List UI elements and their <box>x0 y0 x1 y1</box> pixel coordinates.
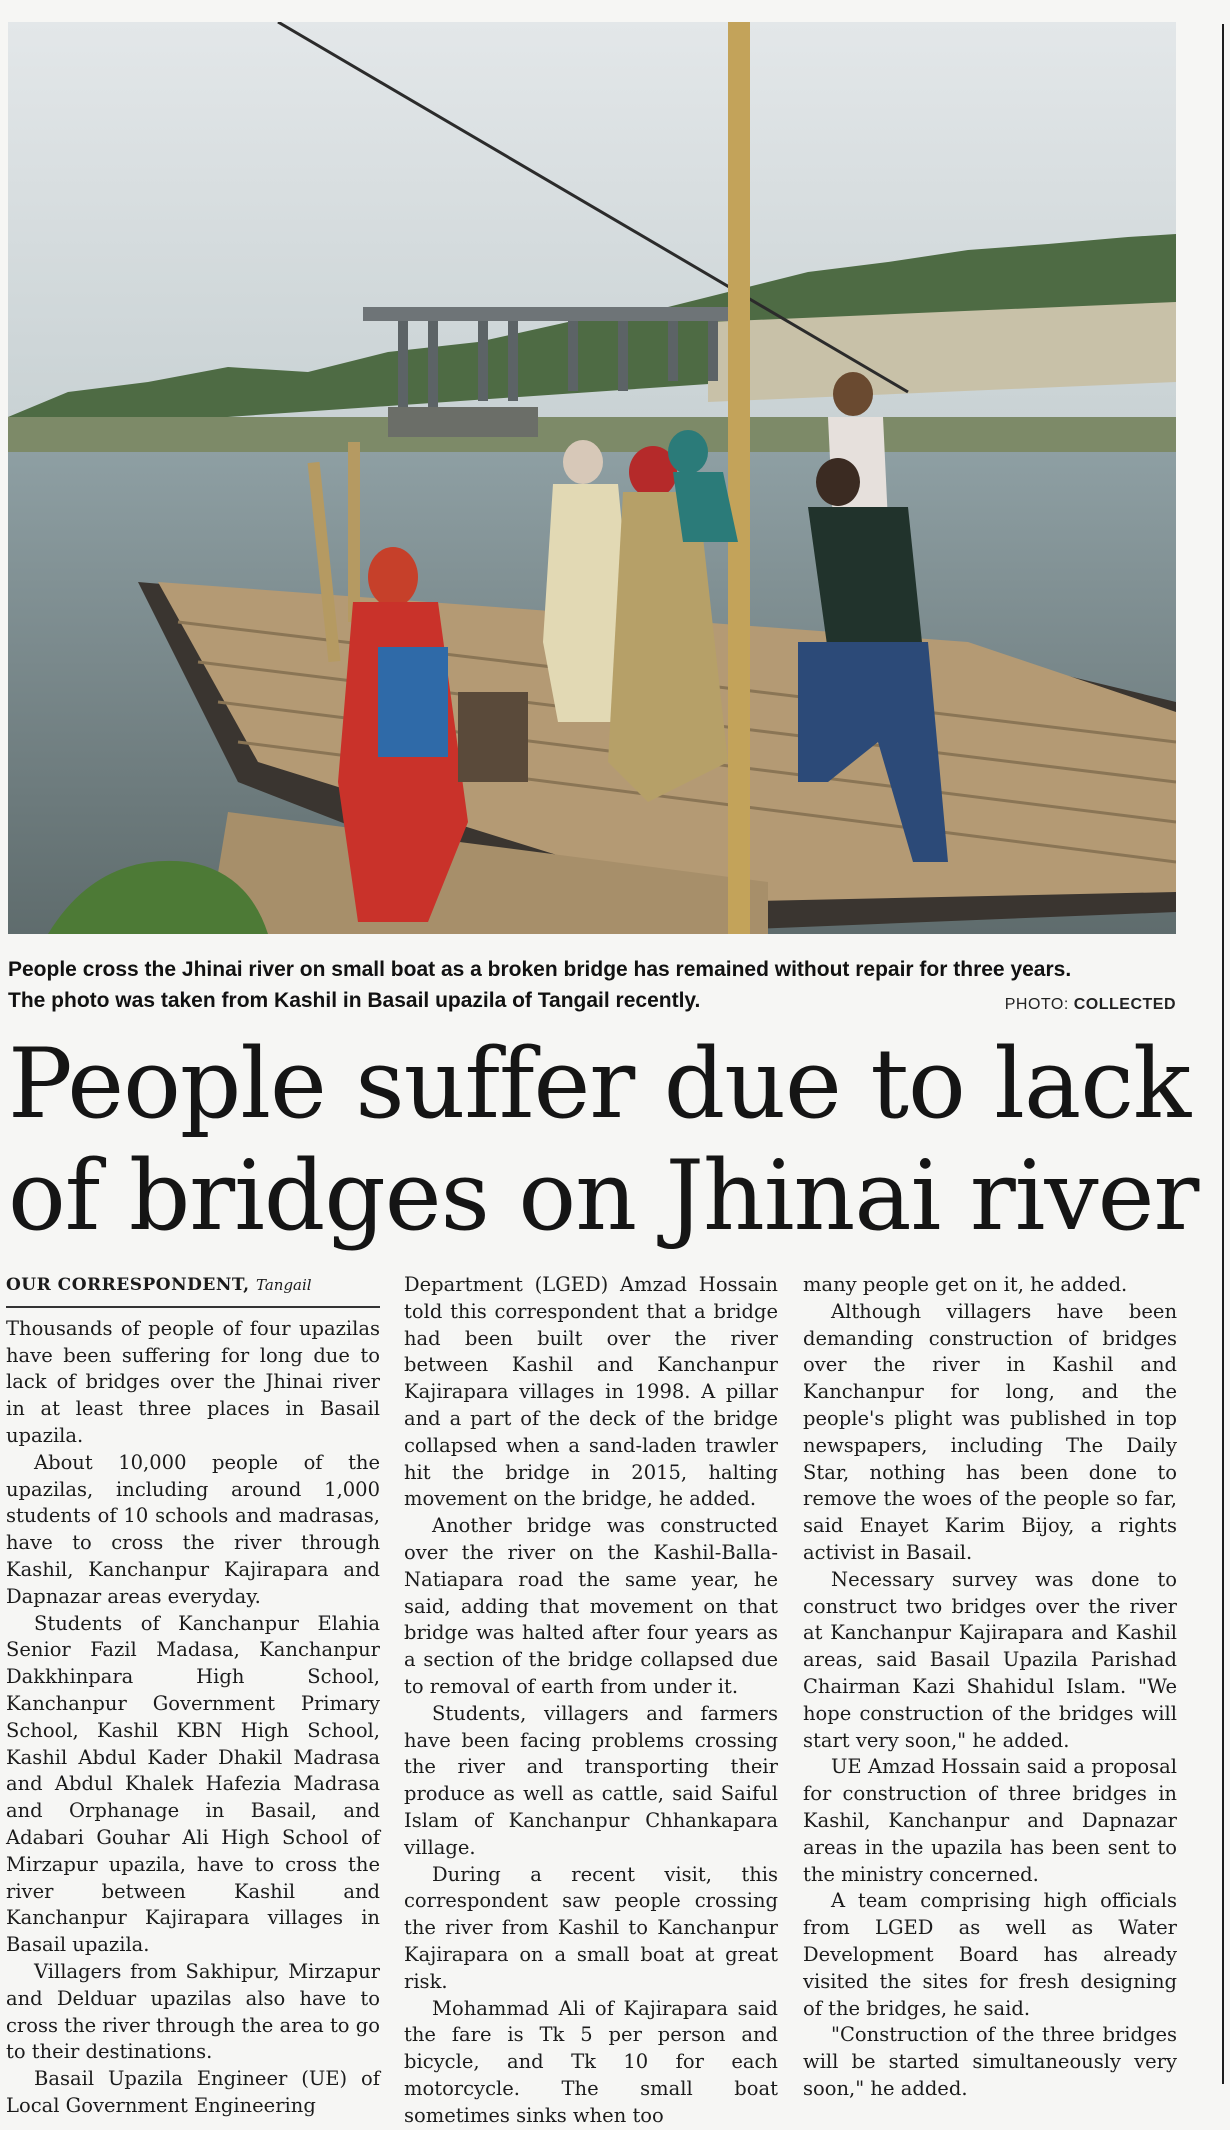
paragraph: Thousands of people of four upazilas have been suffering for long due to lack of bridges over the Jhinai river in at least three places in Basail upazila. <box>6 1316 380 1447</box>
byline-location: Tangail <box>256 1276 312 1294</box>
photo-credit <box>1005 996 1176 1014</box>
paragraph: many people get on it, he added. <box>803 1273 1128 1296</box>
paragraph: Although villagers have been demanding construction of bridges over the river in Kashil and Kanchanpur for long, and the people's plight was published in top newspapers, including The Daily Star, nothing has been done to remove the woes of the people so far, said Enayet Karim Bijoy, a rights activist in Basail. <box>803 1299 1177 1564</box>
paragraph: A team comprising high officials from LGED as well as Water Development Board has already visited the sites for fresh designing of the bridges, he said. <box>803 1889 1177 2020</box>
paragraph: Villagers from Sakhipur, Mirzapur and Delduar upazilas also have to cross the river through the area to go to their destinations. <box>6 1959 380 2064</box>
byline <box>6 1272 380 1308</box>
paragraph: About 10,000 people of the upazilas, including around 1,000 students of 10 schools and madrasas, have to cross the river through Kashil, Kanchanpur Kajirapara and Dapnazar areas everyday. <box>6 1450 380 1608</box>
paragraph: Necessary survey was done to construct two bridges over the river at Kanchanpur Kajirapara and Kashil areas, said Basail Upazila Parishad Chairman Kazi Shahidul Islam. "We hope construction of the bridges will start very soon," he added. <box>803 1567 1177 1752</box>
article-column-2 <box>404 1272 778 2130</box>
paragraph: Another bridge was constructed over the river on the Kashil-Balla-Natiapara road the same year, he said, adding that movement on that bridge was halted after four years as a section of the bridge collapsed due to removal of earth from under it. <box>404 1514 778 1698</box>
column-rule <box>1222 24 1224 2084</box>
boat-crossing-illustration <box>8 22 1176 934</box>
paragraph: Mohammad Ali of Kajirapara said the fare is Tk 5 per person and bicycle, and Tk 10 for each motorcycle. The small boat sometimes sinks when too <box>404 1996 778 2127</box>
article-column-3 <box>803 1272 1177 2103</box>
paragraph: Department (LGED) Amzad Hossain told this correspondent that a bridge had been built over the river between Kashil and Kanchanpur Kajirapara villages in 1998. A pillar and a part of the deck of the bridge collapsed when a sand-laden trawler hit the bridge in 2015, halting movement on the bridge, he added. <box>404 1273 778 1511</box>
caption-line-2: The photo was taken from Kashil in Basail upazila of Tangail recently. <box>8 989 701 1012</box>
credit-label: PHOTO: <box>1004 996 1069 1013</box>
paragraph: Students, villagers and farmers have been facing problems crossing the river and transporting their produce as well as cattle, said Saiful Islam of Kanchanpur Chhankapara village. <box>404 1701 778 1859</box>
headline-line-1: People suffer due to lack <box>8 1028 1191 1140</box>
paragraph: Students of Kanchanpur Elahia Senior Fazil Madasa, Kanchanpur Dakkhinpara High School, Kanchanpur Government Primary School, Kashil KBN High School, Kashil Abdul Kader Dhakil Madrasa and Abdul Khalek Hafezia Madrasa and Orphanage in Basail, and Adabari Gouhar Ali High School of Mirzapur upazila, have to cross the river between Kashil and Kanchanpur Kajirapara villages in Basail upazila. <box>6 1611 380 1957</box>
paragraph: Basail Upazila Engineer (UE) of Local Government Engineering <box>6 2067 380 2117</box>
headline <box>8 1028 1208 1252</box>
paragraph: During a recent visit, this correspondent saw people crossing the river from Kashil to Kanchanpur Kajirapara on a small boat at great risk. <box>404 1862 778 1993</box>
headline-line-2: of bridges on Jhinai river <box>8 1140 1199 1252</box>
photo-caption <box>8 954 1176 1016</box>
news-photo <box>8 22 1176 934</box>
paragraph: "Construction of the three bridges will be started simultaneously very soon," he added. <box>803 2023 1177 2100</box>
byline-author: OUR CORRESPONDENT, <box>6 1275 250 1295</box>
paragraph: UE Amzad Hossain said a proposal for construction of three bridges in Kashil, Kanchanpur and Dapnazar areas in the upazila has been sent to the ministry concerned. <box>803 1755 1177 1886</box>
credit-source: COLLECTED <box>1073 996 1176 1013</box>
article-column-1 <box>6 1272 380 2120</box>
caption-line-1: People cross the Jhinai river on small boat as a broken bridge has remained without repair for three years. <box>8 958 1072 981</box>
